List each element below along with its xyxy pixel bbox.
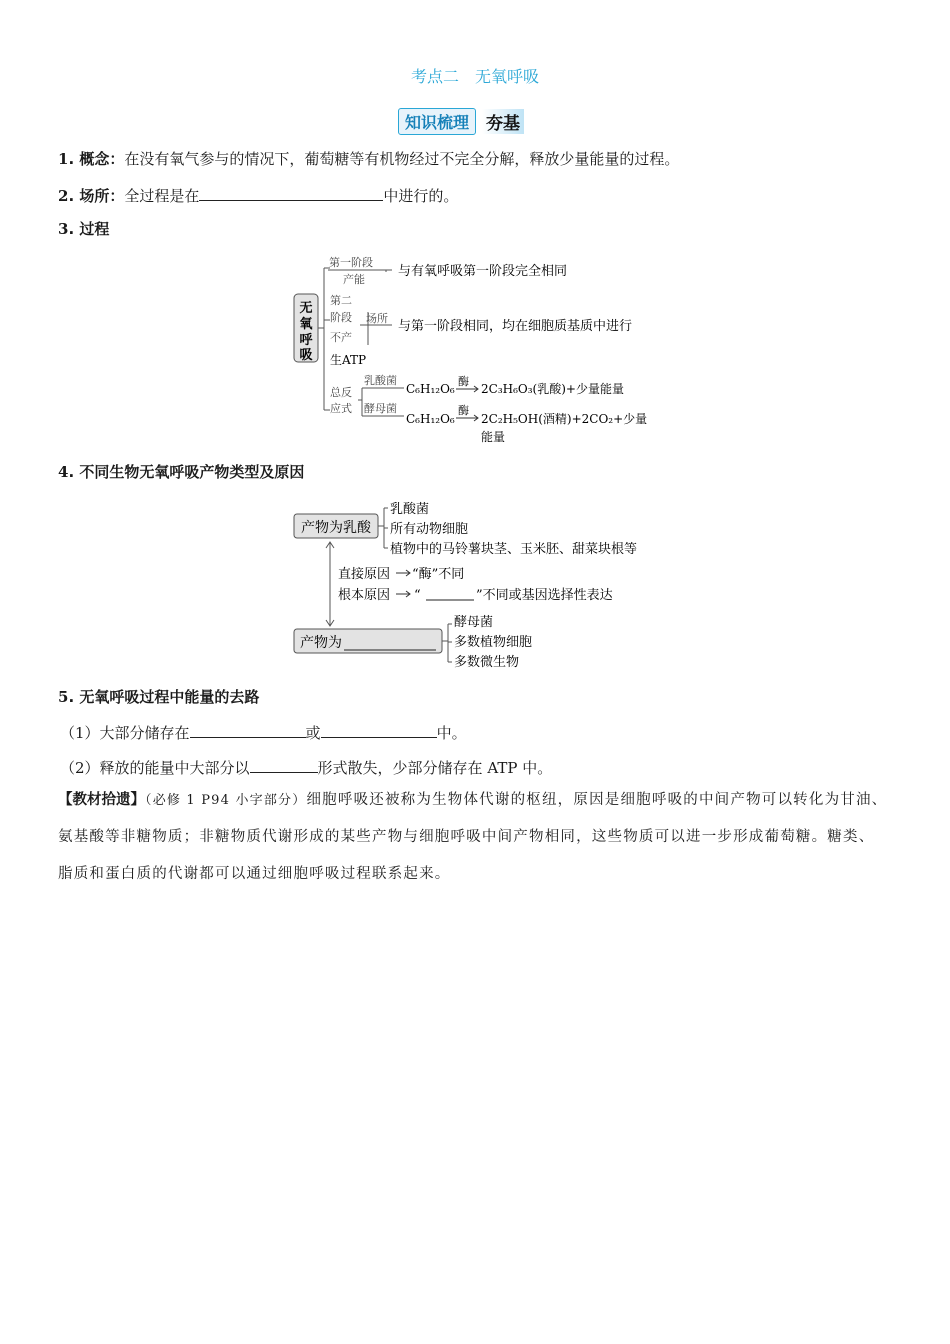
box-lactic-label: 产物为乳酸 bbox=[301, 520, 371, 536]
note-tag: 【教材拾遗】 bbox=[58, 792, 145, 808]
item-products bbox=[58, 462, 304, 482]
stage1-sub: 产能 bbox=[343, 273, 365, 286]
note-text: 细胞呼吸还被称为生物体代谢的枢纽，原因是细胞呼吸的中间产物可以转化为甘油、氨基酸等非糖物质；非糖物质代谢形成的某些产物与细胞呼吸中间产物相同，这些物质可以进一步形成葡萄糖。糖类、脂质和蛋白质的代谢都可以通过细胞呼吸过程联系起来。 bbox=[58, 792, 888, 882]
answer-blank[interactable] bbox=[250, 756, 318, 773]
top-list-item: 植物中的马铃薯块茎、玉米胚、甜菜块根等 bbox=[390, 542, 638, 557]
stage2-noatp: 生ATP bbox=[330, 353, 367, 367]
knowledge-badge bbox=[398, 108, 524, 134]
product-lactic: 2C₃H₆O₃(乳酸)+少量能量 bbox=[481, 382, 624, 396]
sub-item-2 bbox=[60, 756, 552, 778]
yeast-label: 酵母菌 bbox=[364, 402, 397, 415]
item-label: . 无氧呼吸过程中能量的去路 bbox=[68, 688, 260, 706]
root-char: 无 bbox=[299, 301, 313, 316]
item-label: . 不同生物无氧呼吸产物类型及原因 bbox=[68, 463, 305, 481]
stage1-text: 与有氧呼吸第一阶段完全相同 bbox=[398, 264, 568, 279]
textbook-note bbox=[58, 782, 888, 893]
item-text-after: 中进行的。 bbox=[383, 187, 459, 205]
root-text: ”不同或基因选择性表达 bbox=[476, 588, 613, 603]
item-number: 2 bbox=[58, 187, 69, 205]
product-yeast: 2C₂H₅OH(酒精)+2CO₂+少量 bbox=[481, 412, 648, 426]
root-label: 根本原因 bbox=[338, 588, 391, 603]
stage2-noatp: 不产 bbox=[330, 331, 352, 344]
stage2-label: 第二 bbox=[330, 294, 352, 307]
item-label: . 概念： bbox=[68, 150, 125, 168]
answer-blank[interactable] bbox=[190, 721, 306, 738]
item-process bbox=[58, 219, 109, 239]
reactant: C₆H₁₂O₆ bbox=[406, 412, 455, 426]
reactant: C₆H₁₂O₆ bbox=[406, 382, 455, 396]
section-number: 考点二 bbox=[410, 67, 459, 86]
sub-item-1 bbox=[60, 721, 467, 743]
stage2-label: 阶段 bbox=[330, 311, 352, 324]
arrow-icon bbox=[396, 570, 410, 576]
section-topic: 无氧呼吸 bbox=[475, 67, 540, 86]
product-yeast: 能量 bbox=[481, 430, 506, 444]
stage1-line bbox=[328, 270, 392, 272]
item-text: 在没有氧气参与的情况下，葡萄糖等有机物经过不完全分解，释放少量能量的过程。 bbox=[124, 150, 680, 168]
direct-text: “酶”不同 bbox=[412, 567, 465, 582]
sub-prefix: （1）大部分储存在 bbox=[60, 724, 190, 742]
top-list-item: 乳酸菌 bbox=[390, 502, 430, 517]
root-char: 吸 bbox=[299, 348, 313, 363]
sub-mid: 或 bbox=[305, 724, 321, 742]
direct-label: 直接原因 bbox=[338, 567, 391, 582]
bottom-bracket bbox=[442, 624, 452, 662]
bottom-list-item: 酵母菌 bbox=[454, 615, 494, 630]
main-bracket bbox=[318, 268, 330, 410]
badge-left: 知识梳理 bbox=[398, 108, 476, 135]
item-concept bbox=[58, 149, 679, 169]
root-char: 氧 bbox=[299, 317, 313, 332]
answer-blank[interactable] bbox=[199, 184, 383, 201]
stage2-text: 与第一阶段相同，均在细胞质基质中进行 bbox=[398, 319, 633, 334]
item-number: 4 bbox=[58, 463, 69, 481]
item-label: . 场所： bbox=[68, 187, 125, 205]
box-alcohol-label: 产物为 bbox=[300, 635, 342, 651]
products-diagram bbox=[290, 496, 670, 676]
stage1-label: 第一阶段 bbox=[329, 256, 373, 269]
root-char: 呼 bbox=[299, 333, 313, 348]
item-energy bbox=[58, 687, 259, 707]
sub-prefix: （2）释放的能量中大部分以 bbox=[60, 759, 250, 777]
item-number: 5 bbox=[58, 688, 69, 706]
top-list-item: 所有动物细胞 bbox=[390, 522, 469, 537]
arrow-icon bbox=[396, 591, 410, 597]
process-diagram bbox=[288, 250, 668, 450]
enzyme-label: 酶 bbox=[458, 375, 469, 388]
double-arrow-icon bbox=[326, 542, 334, 626]
section-title bbox=[0, 64, 950, 87]
enzyme-label: 酶 bbox=[458, 404, 469, 417]
top-bracket bbox=[378, 508, 388, 548]
item-text-before: 全过程是在 bbox=[124, 187, 200, 205]
item-number: 1 bbox=[58, 150, 69, 168]
stage2-site: 场所 bbox=[366, 312, 388, 325]
item-site bbox=[58, 184, 458, 206]
sub-suffix: 形式散失，少部分储存在 ATP 中。 bbox=[317, 759, 553, 777]
total-label: 总反 bbox=[330, 386, 352, 399]
lactic-label: 乳酸菌 bbox=[364, 374, 397, 387]
root-quote-open: “ bbox=[414, 588, 421, 603]
sub-suffix: 中。 bbox=[436, 724, 467, 742]
bottom-list-item: 多数植物细胞 bbox=[454, 635, 533, 650]
answer-blank[interactable] bbox=[321, 721, 437, 738]
badge-right: 夯基 bbox=[482, 109, 524, 134]
total-label: 应式 bbox=[330, 402, 352, 415]
note-source: （必修 1 P94 小字部分） bbox=[145, 793, 307, 808]
item-number: 3 bbox=[58, 220, 69, 238]
item-label: . 过程 bbox=[68, 220, 110, 238]
bottom-list-item: 多数微生物 bbox=[454, 655, 520, 670]
